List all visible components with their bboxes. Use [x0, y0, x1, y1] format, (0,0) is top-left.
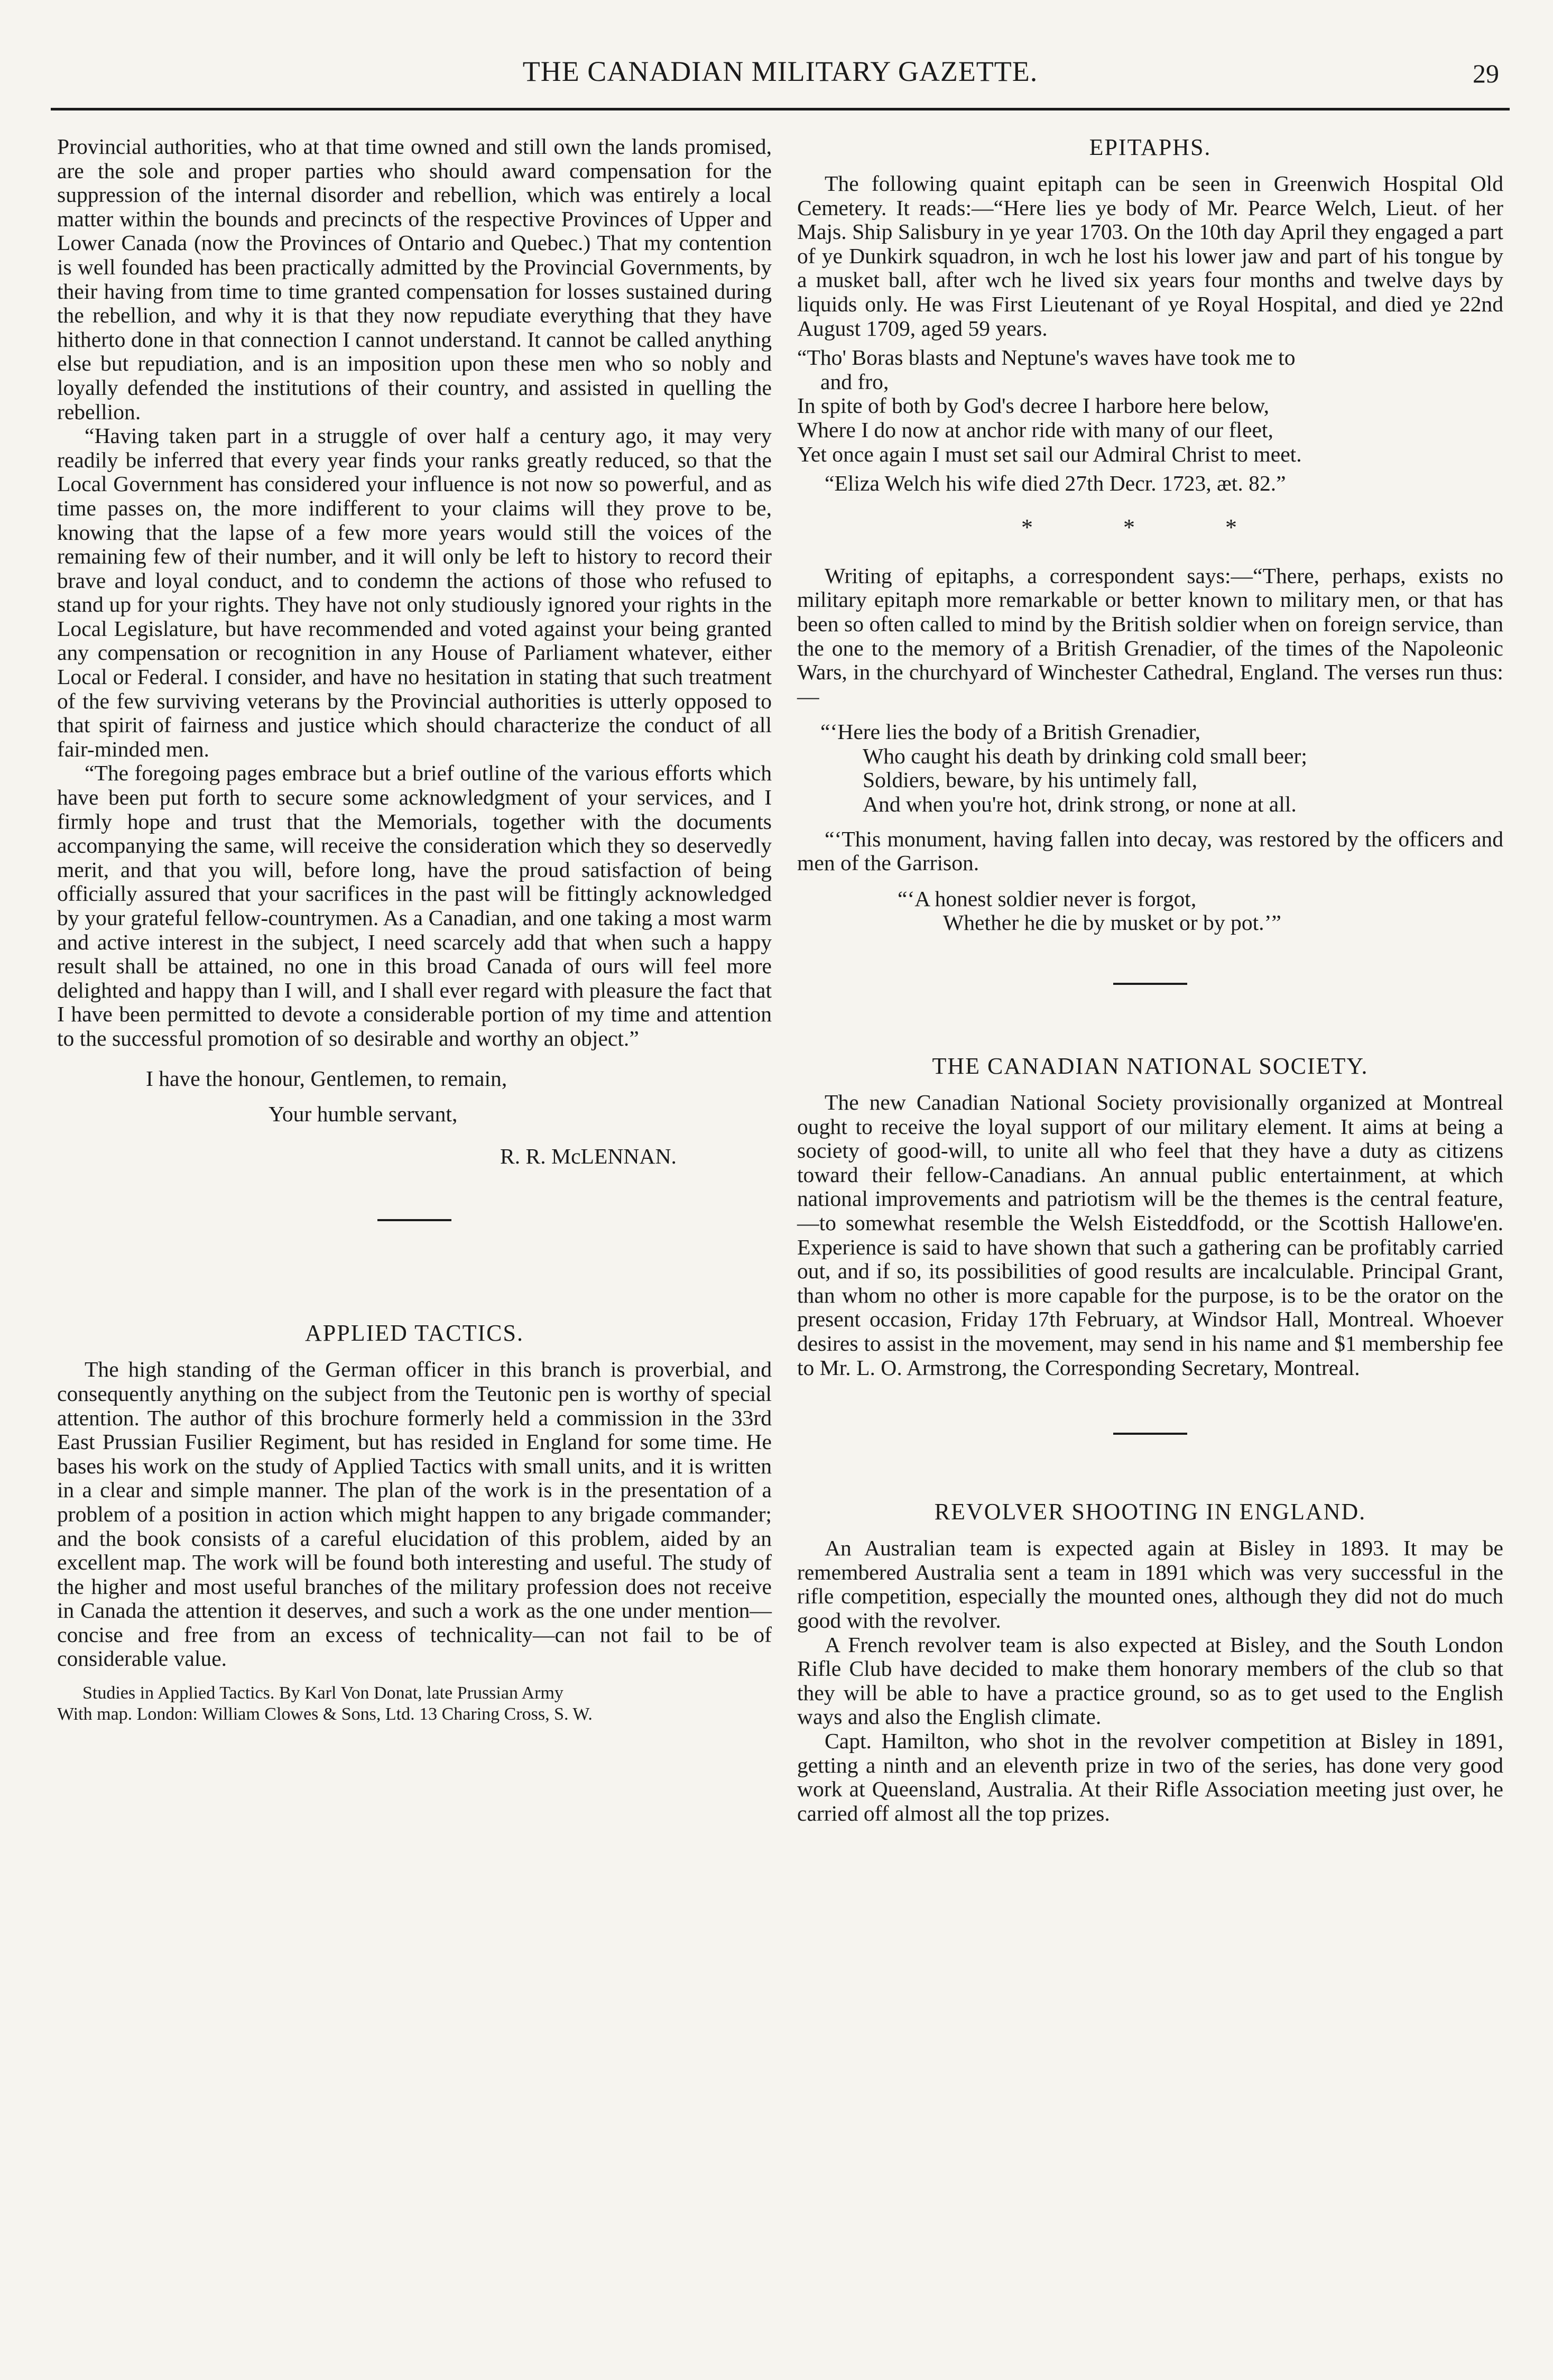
letter-closing: I have the honour, Gentlemen, to remain, [146, 1066, 507, 1091]
letter-closing: Your humble servant, [269, 1102, 458, 1127]
page-number: 29 [1473, 59, 1499, 88]
article-body: Capt. Hamilton, who shot in the revolver competition at Bisley in 1891, getting a ninth and an eleventh prize in two of the series, has done very good work at Queensland, Australia. At their Rifle Association meeting just over, he carried off almost all the top prizes. [797, 1728, 1503, 1825]
national-society-article [797, 1054, 1503, 1380]
letter-signature: R. R. McLENNAN. [500, 1143, 677, 1168]
book-citation [57, 1683, 772, 1725]
newspaper-title: THE CANADIAN MILITARY GAZETTE. [522, 56, 1038, 87]
final-verse [797, 887, 1503, 935]
article-body: A French revolver team is also expected at Bisley, and the South London Rifle Club have decided to make them honorary members of the club so that they will be able to have a practice ground, so as to get used to the English ways and also the English climate. [797, 1632, 1503, 1729]
verse-line: “‘A honest soldier never is forgot, [898, 886, 1197, 911]
verse-line: “‘Here lies the body of a British Grenadier, [820, 719, 1201, 744]
section-divider [1113, 1433, 1187, 1435]
article-body: The following quaint epitaph can be seen in Greenwich Hospital Old Cemetery. It reads:—“Here lies ye body of Mr. Pearce Welch, Lieut. of her Majs. Ship Salisbury in ye year 1703. On the 10th day April they engaged a part of ye Dunkirk squadron, in wch he lost his lower jaw and part of his tongue by a musket ball, after wch he lived six years four months and twelve days by liquids only. He was First Lieutenant of ye Royal Hospital, and died ye 22nd August 1709, aged 59 years. [797, 171, 1503, 340]
section-divider [377, 1219, 451, 1221]
citation-line: Studies in Applied Tactics. By Karl Von Donat, late Prussian Army [82, 1683, 563, 1703]
article-heading: EPITAPHS. [1089, 134, 1212, 160]
verse-line: Soldiers, beware, by his untimely fall, [863, 768, 1198, 792]
article-body: “‘This monument, having fallen into decay, was restored by the officers and men of the Garrison. [797, 826, 1503, 875]
article-body: An Australian team is expected again at Bisley in 1893. It may be remembered Australia sent a team in 1891 which was very successful in the rifle competition, especially the mounted ones, although they did not do much good with the revolver. [797, 1536, 1503, 1632]
article-heading: APPLIED TACTICS. [305, 1320, 524, 1346]
right-column [797, 135, 1503, 1825]
verse-line: Whether he die by musket or by pot.’” [943, 910, 1281, 935]
article-body: Writing of epitaphs, a correspondent says:—“There, perhaps, exists no military epitaph more remarkable or better known to military men, or that has been so often called to mind by the British soldier when on foreign service, than the one to the memory of a British Grenadier, of the times of the Napoleonic Wars, in the churchyard of Winchester Cathedral, England. The verses run thus:— [797, 563, 1503, 708]
letter-paragraph: Provincial authorities, who at that time owned and still own the lands promised, are the sole and proper parties who should award compensation for the suppression of the internal disorder and rebellion, which was entirely a local matter within the bounds and precincts of the respective Provinces of Upper and Lower Canada (now the Provinces of Ontario and Quebec.) That my contention is well founded has been practically admitted by the Provincial Governments, by their having from time to time granted compensation for losses sustained during the rebellion, and why it is that they now repudiate everything that they have hitherto done in that connection I cannot understand. It cannot be called anything else but repudiation, and is an imposition upon these men who so nobly and loyally defended the institutions of their country, and assisted in quelling the rebellion. [57, 134, 772, 424]
letter-paragraph: “The foregoing pages embrace but a brief outline of the various efforts which have been put forth to secure some acknowledgment of your services, and I firmly hope and trust that the Memorials, together with the documents accompanying the same, will receive the consideration which they so deservedly merit, and that you will, before long, have the proud satisfaction of being officially assured that your sacrifices in the past will be fittingly acknowledged by your grateful fellow-countrymen. As a Canadian, and one taking a most warm and active interest in the subject, I need scarcely add that when such a happy result shall be attained, no one in this broad Canada of ours will feel more delighted and happy than I will, and I shall ever regard with pleasure the fact that I have been permitted to devote a considerable portion of my time and attention to the successful promotion of so desirable and worthy an object.” [57, 761, 772, 1050]
article-body: The new Canadian National Society provisionally organized at Montreal ought to receive the loyal support of our military element. It aims at being a society of good-will, to unite all who feel that they have a duty as citizens toward their fellow-Canadians. An annual public entertainment, at which national improvements and patriotism will be the themes is the central feature,—to somewhat resemble the Welsh Eisteddfodd, or the Scottish Hallowe'en. Experience is said to have shown that such a gathering can be profitably carried out, and if so, its possibilities of good results are incalculable. Principal Grant, than whom no other is more capable for the purpose, is to be the orator on the present occasion, Friday 17th February, at Windsor Hall, Montreal. Whoever desires to assist in the movement, may send in his name and $1 membership fee to Mr. L. O. Armstrong, the Corresponding Secretary, Montreal. [797, 1090, 1503, 1380]
letter-paragraph: “Having taken part in a struggle of over half a century ago, it may very readily be inferred that every year finds your ranks greatly reduced, so that the Local Government has considered your influence is not now so powerful, and as time passes on, the more indifferent to your claims will they prove to be, knowing that the lapse of a few more years would still the voices of the remaining few of their number, and it will only be left to history to record their brave and loyal conduct, and to condemn the actions of those who refused to stand up for your rights. They have not only studiously ignored your rights in the Local Legislature, but have recommended and voted against your being granted any compensation or recognition in any House of Parliament whatever, either Local or Federal. I consider, and have no hesitation in stating that such treatment of the few surviving veterans by the Provincial authorities is utterly opposed to that spirit of fairness and justice which should characterize the conduct of all fair-minded men. [57, 423, 772, 761]
verse-line: Yet once again I must set sail our Admiral Christ to meet. [797, 441, 1302, 466]
citation-line: With map. London: William Clowes & Sons, Ltd. 13 Charing Cross, S. W. [57, 1704, 593, 1724]
left-column [57, 135, 772, 1725]
verse-line: In spite of both by God's decree I harbore here below, [797, 393, 1269, 418]
epitaph-verse [797, 346, 1503, 466]
verse-line: and fro, [820, 369, 889, 394]
verse-line: And when you're hot, drink strong, or none at all. [863, 792, 1297, 817]
article-body: The high standing of the German officer in this branch is proverbial, and consequently anything on the subject from the Teutonic pen is worthy of special attention. The author of this brochure formerly held a commission in the 33rd East Prussian Fusilier Regiment, but has resided in England for some time. He bases his work on the study of Applied Tactics with small units, and it is written in a clear and simple manner. The plan of the work is in the presentation of a problem of a position in action which might happen to any brigade commander; and the book consists of a careful elucidation of this problem, aided by an excellent map. The work will be found both interesting and useful. The study of the higher and most useful branches of the military profession does not receive in Canada the attention it deserves, and such a work as the one under mention—concise and free from an excess of technicality—can not fail to be of considerable value. [57, 1357, 772, 1671]
page-header [51, 51, 1510, 110]
epitaphs-article [797, 135, 1503, 935]
section-stars: * * * [1021, 514, 1279, 540]
article-heading: REVOLVER SHOOTING IN ENGLAND. [934, 1499, 1366, 1525]
applied-tactics-article [57, 1321, 772, 1725]
section-divider [1113, 983, 1187, 985]
article-heading: THE CANADIAN NATIONAL SOCIETY. [932, 1053, 1369, 1080]
revolver-article [797, 1499, 1503, 1825]
verse-line: “Tho' Boras blasts and Neptune's waves have took me to [797, 345, 1296, 370]
verse-line: Where I do now at anchor ride with many of our fleet, [797, 417, 1273, 442]
grenadier-verse [797, 720, 1503, 816]
epitaph-wife-line: “Eliza Welch his wife died 27th Decr. 1723, æt. 82.” [825, 471, 1286, 496]
verse-line: Who caught his death by drinking cold small beer; [863, 743, 1307, 768]
